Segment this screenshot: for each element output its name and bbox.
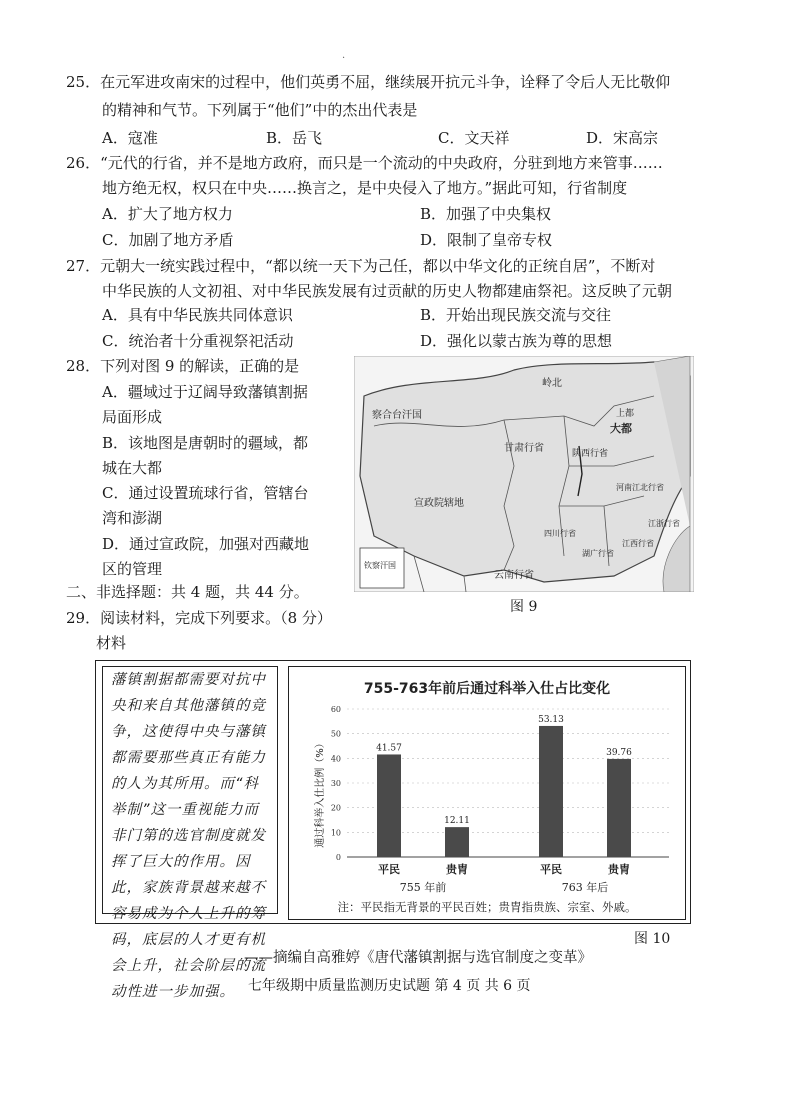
q28-option-a-line1: A．疆域过于辽阔导致藩镇割据 [102,383,308,401]
chart-category-label: 贵胄 [608,863,630,876]
chart-group-label-755: 755 年前 [399,881,447,894]
chart-note: 注：平民指无背景的平民百姓；贵胄指贵族、宗室、外戚。 [337,900,637,914]
q27-option-b: B．开始出现民族交流与交往 [420,306,612,324]
chart-y-tick-label: 60 [330,705,341,714]
map-label-huguang: 湖广行省 [582,549,614,558]
figure-10-caption: 图 10 [634,931,671,947]
chart-bar [445,827,469,857]
q25-option-a: A．寇准 [102,129,158,147]
chart-title: 755-763年前后通过科举入仕占比变化 [363,681,611,697]
map-label-gansu: 甘肃行省 [504,443,544,454]
q28-option-b-line1: B．该地图是唐朝时的疆域，都 [102,434,309,452]
map-label-xuanzhengyuan: 宣政院辖地 [414,498,464,509]
q25-option-d: D．宋高宗 [586,129,659,147]
map-label-sichuan: 四川行省 [544,529,576,538]
chart-y-tick-label: 40 [330,754,341,764]
material-text: 藩镇割据都需要对抗中央和来自其他藩镇的竞争，这使得中央与藩镇都需要那些真正有能力的人为其所用。而“科举制”这一重视能力而非门第的选官制度就发挥了巨大的作用。因此，家族背景越来越不容易成为个人上升的筹码，底层的人才更有机会上升，社会阶层的流动性进一步加强。 [102,666,278,914]
chart-category-label: 平民 [378,863,400,876]
q26-line2: 地方绝无权，权只在中央……换言之，是中央侵入了地方。”据此可知，行省制度 [102,179,628,197]
chart-bar [377,754,401,857]
q25-line2: 的精神和气节。下列属于“他们”中的杰出代表是 [102,101,418,119]
yuan-dynasty-map [354,356,694,592]
q25-line1: 25．在元军进攻南宋的过程中，他们英勇不屈，继续展开抗元斗争，诠释了令后人无比敬仰 [66,73,671,91]
chart-category-label: 贵胄 [446,863,468,876]
chart-y-tick-label: 0 [335,853,341,862]
page-footer: 七年级期中质量监测历史试题 第 4 页 共 6 页 [248,978,531,994]
chart-value-label: 39.76 [606,747,632,758]
q28-option-c-line2: 湾和澎湖 [102,509,163,527]
q27-option-c: C．统治者十分重视祭祀活动 [102,332,294,350]
chart-y-axis-label: 通过科举入仕比例（%） [315,738,326,848]
map-label-shangdu: 上都 [616,409,635,419]
map-label-henan: 河南江北行省 [616,483,664,492]
q28-stem: 28．下列对图 9 的解读，正确的是 [66,357,300,375]
map-label-shaanxi: 陕西行省 [572,449,609,459]
q25-option-b: B．岳飞 [266,129,323,147]
q27-option-d: D．强化以蒙古族为尊的思想 [420,332,613,350]
q28-option-d-line2: 区的管理 [102,560,163,578]
q27-line2: 中华民族的人文初祖、对中华民族发展有过贡献的历史人物都建庙祭祀。这反映了元朝 [102,282,673,300]
keju-chart [289,667,685,919]
chart-value-label: 41.57 [376,743,402,754]
source-citation: ——摘编自高雅婷《唐代藩镇割据与选官制度之变革》 [244,950,592,966]
map-label-qincha: 钦察汗国 [364,561,396,570]
scan-dot: · [342,53,346,64]
q25-option-c: C．文天祥 [438,129,510,147]
chart-box [288,666,686,920]
q28-option-a-line2: 局面形成 [102,408,163,426]
q29-stem: 29．阅读材料，完成下列要求。（8 分） [66,609,332,627]
section-2-heading: 二、非选择题：共 4 题，共 44 分。 [66,583,309,601]
chart-category-label: 平民 [540,863,562,876]
q27-line1: 27．元朝大一统实践过程中，“都以统一天下为己任，都以中华文化的正统自居”，不断对 [66,257,656,275]
q26-line1: 26．“元代的行省，并不是地方政府，而只是一个流动的中央政府，分驻到地方来管事…… [66,154,663,172]
map-label-yunnan: 云南行省 [494,570,534,581]
q26-option-c: C．加剧了地方矛盾 [102,231,234,249]
q26-option-a: A．扩大了地方权力 [102,205,233,223]
chart-y-tick-label: 50 [330,729,341,739]
q26-option-b: B．加强了中央集权 [420,205,552,223]
chart-value-label: 53.13 [538,714,564,725]
q28-option-c-line1: C．通过设置琉球行省，管辖台 [102,484,309,502]
chart-value-label: 12.11 [444,816,470,827]
chart-bar [607,759,631,857]
map-label-jiangxi: 江西行省 [622,539,654,548]
chart-bar [539,726,563,857]
chart-y-tick-label: 10 [330,828,341,838]
figure-9-caption: 图 9 [510,599,538,615]
map-label-chagatai: 察合台汗国 [372,410,422,421]
material-label: 材料 [96,634,127,652]
chart-y-tick-label: 20 [330,803,341,813]
chart-y-tick-label: 30 [330,779,341,788]
map-label-lingbei: 岭北 [542,378,562,389]
q26-option-d: D．限制了皇帝专权 [420,231,553,249]
chart-group-label-763: 763 年后 [561,881,609,894]
map-label-dadu: 大都 [610,422,632,435]
map-label-jiangzhe: 江浙行省 [648,519,680,528]
q27-option-a: A．具有中华民族共同体意识 [102,306,293,324]
q28-option-b-line2: 城在大都 [102,459,163,477]
q28-option-d-line1: D．通过宣政院，加强对西藏地 [102,535,310,553]
